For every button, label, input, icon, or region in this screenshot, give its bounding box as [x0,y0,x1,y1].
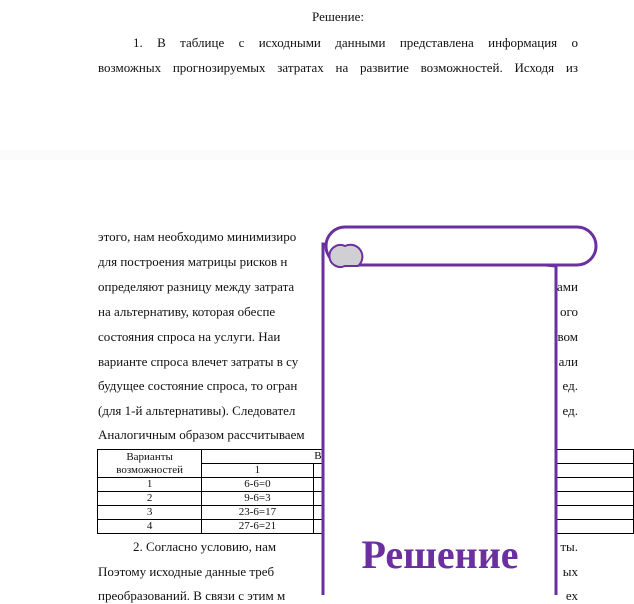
variant-cell: 2 [98,492,202,506]
header-variants-line1: Варианты [126,450,173,463]
header-variants-line2: возможностей [116,463,183,476]
para2-line: будущее состояние спроса, то огран [98,378,298,393]
para3-tail: ты. [560,539,578,554]
variant-cell: 3 [98,506,202,520]
para3-tail: ых [562,564,578,579]
para2-tail: ед. [562,378,578,393]
para2-tail: вом [557,329,578,344]
para3-tail: ех [565,588,578,603]
para2-line: варианте спроса влечет затраты в су [98,354,299,369]
group-header: В [202,450,634,464]
solution-heading: Решение: [312,9,364,24]
para2-tail: ами [557,279,578,294]
para1-line1-text: 1. В таблице с исходными данными представлена информация о [133,35,578,50]
para2-line: Аналогичным образом рассчитываем [98,427,305,442]
para3-line1-text: 2. Согласно условию, нам [133,539,277,554]
para2-line: на альтернативу, которая обеспе [98,304,276,319]
para2-tail: ого [559,304,578,319]
scroll-title: Решение [361,532,519,577]
para2-tail: ед. [562,403,578,418]
para2-line: этого, нам необходимо минимизиро [98,229,297,244]
para3-line2: Поэтому исходные данные треб [98,564,275,579]
value-cell: 9-6=3 [202,492,313,506]
value-cell: 6-6=0 [202,478,313,492]
variant-cell: 1 [98,478,202,492]
para2-line: для построения матрицы рисков н [98,254,288,269]
scroll-top-roll [326,227,596,265]
value-cell: 27-6=21 [202,520,313,534]
para2-tail: али [558,354,578,369]
para1-line2: возможных прогнозируемых затратах на развитие возможностей. Исходя из [98,60,578,75]
variant-cell: 4 [98,520,202,534]
para3-line3: преобразований. В связи с этим м [98,588,286,603]
para2-line: определяют разницу между затрата [98,279,295,294]
col1-header: 1 [202,464,313,478]
scroll-curl [329,245,362,267]
para2-line: состояния спроса на услуги. Наи [98,329,281,344]
value-cell: 23-6=17 [202,506,313,520]
para2-line: (для 1-й альтернативы). Следовател [98,403,296,418]
